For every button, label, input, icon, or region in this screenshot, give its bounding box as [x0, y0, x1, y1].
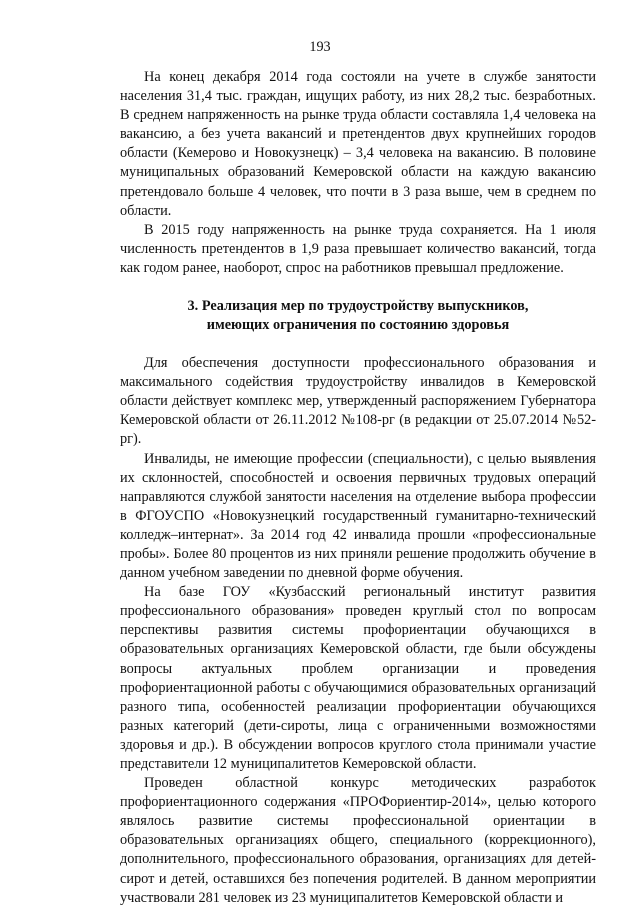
section-heading-line-2: имеющих ограничения по состоянию здоровья: [206, 317, 510, 334]
paragraph-labor-market-2015: В 2015 году напряженность на рынке труда сохраняется. На 1 июля численность претендентов в 1,9 раза превышает количество вакансий, тогда как годом ранее, наоборот, спрос на работников превышал предложение.: [120, 221, 596, 276]
paragraph-measures-complex: Для обеспечения доступности профессионального образования и максимального содействия трудоустройству инвалидов в Кемеровской области действует комплекс мер, утвержденный распоряжением Губернатора Кемеровской области от 26.11.2012 №108-рг (в редакции от 25.07.2014 №52-рг).: [120, 355, 596, 448]
section-heading-line-1: 3. Реализация мер по трудоустройству выпускников,: [187, 298, 529, 315]
page-number: 193: [309, 39, 331, 55]
spacer: [120, 335, 596, 354]
page-body: [120, 68, 596, 908]
section-heading: [120, 297, 596, 335]
paragraph-unemployment-stats: На конец декабря 2014 года состояли на учете в службе занятости населения 31,4 тыс. граждан, ищущих работу, из них 28,2 тыс. безработных. В среднем напряженность на рынке труда области составляла 1,4 человека на вакансию, а без учета вакансий и претендентов двух крупнейших городов области (Кемерово и Новокузнецк) – 3,4 человека на вакансию. В половине муниципальных образований Кемеровской области на каждую вакансию претендовало больше 4 человек, что почти в 3 раза выше, чем в среднем по области.: [120, 69, 596, 219]
spacer: [120, 278, 596, 297]
paragraph-vocational-trials: Инвалиды, не имеющие профессии (специальности), с целью выявления их склонностей, способностей и освоения первичных трудовых операций направляются службой занятости населения на отделение выбора профессии в ФГОУСПО «Новокузнецкий государственный гуманитарно-технический колледж–интернат». За 2014 год 42 инвалида прошли «профессиональные пробы». Более 80 процентов из них приняли решение продолжить обучение в данном учебном заведении по дневной форме обучения.: [120, 450, 596, 582]
paragraph-regional-contest: Проведен областной конкурс методических разработок профориентационного содержания «ПРОФориентир-2014», целью которого являлось развитие системы профессиональной ориентации в образовательных организациях общего, специального (коррекционного), дополнительного, профессионального образования, организациях для детей-сирот и детей, оставшихся без попечения родителей. В данном мероприятии участвовали 281 человек из 23 муниципалитетов Кемеровской области и: [120, 775, 596, 906]
paragraph-round-table: На базе ГОУ «Кузбасский региональный институт развития профессионального образования» проведен круглый стол по вопросам перспективы развития системы профориентации обучающихся в образовательных организациях Кемеровской области, где были обсуждены вопросы актуальных проблем организации и проведения профориентационной работы с обучающимися образовательных организаций разного типа, особенностей реализации профориентации обучающихся разных категорий (дети-сироты, лица с ограниченными возможностями здоровья и др.). В обсуждении вопросов круглого стола принимали участие представители 12 муниципалитетов Кемеровской области.: [120, 584, 596, 772]
